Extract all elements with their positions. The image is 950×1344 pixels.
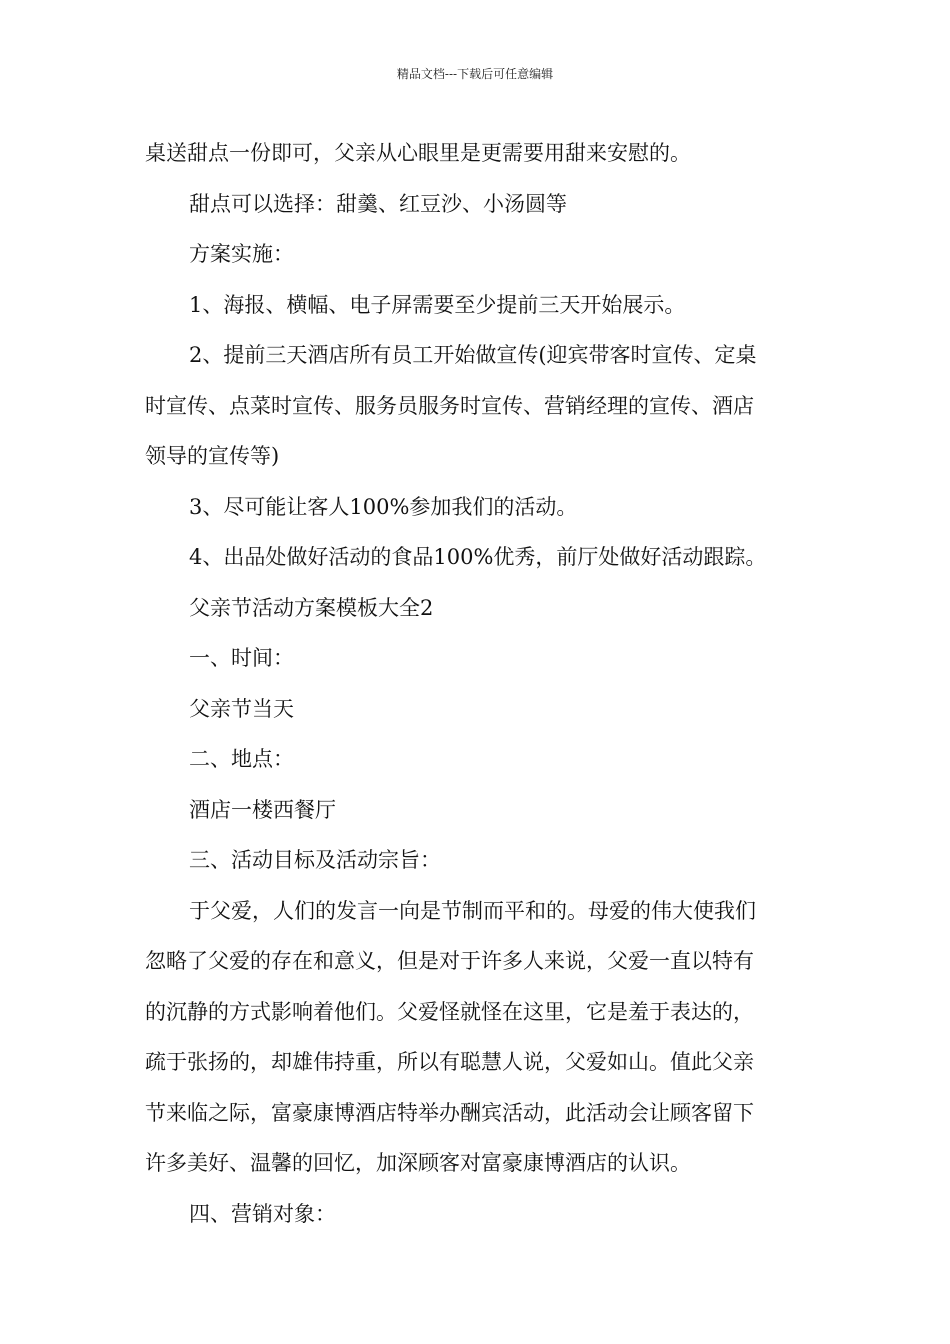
section-heading: 一、时间： xyxy=(189,646,294,670)
text-line: 的沉静的方式影响着他们。父爱怪就怪在这里，它是羞于表达的， xyxy=(145,999,754,1024)
text-line: 忽略了父爱的存在和意义，但是对于许多人来说，父爱一直以特有 xyxy=(145,949,754,973)
text-line: 酒店一楼西餐厅 xyxy=(189,797,336,822)
text-line: 于父爱，人们的发言一向是节制而平和的。母爱的伟大使我们 xyxy=(189,898,756,923)
text-line: 节来临之际，富豪康博酒店特举办酬宾活动，此活动会让顾客留下 xyxy=(145,1100,754,1125)
text-line: 甜点可以选择：甜羹、红豆沙、小汤圆等 xyxy=(189,191,567,216)
list-item: 4、出品处做好活动的食品100%优秀，前厅处做好活动跟踪。 xyxy=(189,545,767,569)
text-line: 桌送甜点一份即可，父亲从心眼里是更需要用甜来安慰的。 xyxy=(145,141,691,165)
section-heading: 三、活动目标及活动宗旨： xyxy=(189,848,441,872)
section-heading: 二、地点： xyxy=(189,747,294,771)
text-line: 领导的宣传等) xyxy=(145,444,280,468)
section-heading: 四、营销对象： xyxy=(189,1201,336,1226)
text-line: 时宣传、点菜时宣传、服务员服务时宣传、营销经理的宣传、酒店 xyxy=(145,393,754,418)
document-title: 父亲节活动方案模板大全2 xyxy=(189,595,434,620)
document-body xyxy=(145,128,815,1239)
list-item: 2、提前三天酒店所有员工开始做宣传(迎宾带客时宣传、定桌 xyxy=(189,343,757,367)
text-line: 许多美好、温馨的回忆，加深顾客对富豪康博酒店的认识。 xyxy=(145,1151,691,1175)
list-item: 3、尽可能让客人100%参加我们的活动。 xyxy=(189,494,578,519)
text-line: 父亲节当天 xyxy=(189,696,294,721)
section-heading: 方案实施： xyxy=(189,242,294,266)
text-line: 疏于张扬的，却雄伟持重，所以有聪慧人说，父爱如山。值此父亲 xyxy=(145,1050,754,1074)
list-item: 1、海报、横幅、电子屏需要至少提前三天开始展示。 xyxy=(189,292,686,317)
page-header: 精品文档---下载后可任意编辑 xyxy=(396,67,554,81)
